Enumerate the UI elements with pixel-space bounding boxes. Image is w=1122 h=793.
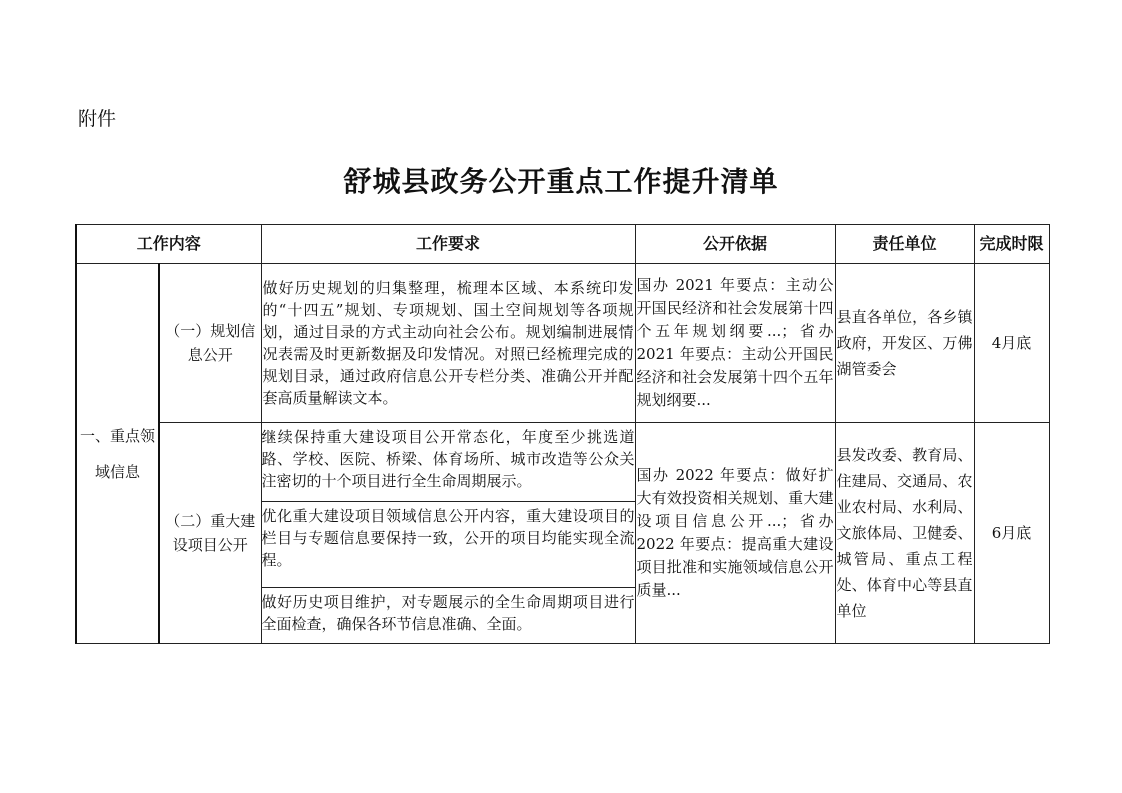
- header-deadline: 完成时限: [974, 225, 1049, 264]
- deadline-cell: 6月底: [974, 423, 1049, 644]
- table-row: [76, 423, 1049, 644]
- deadline-cell: 4月底: [974, 264, 1049, 423]
- attachment-label: 附件: [78, 108, 117, 130]
- header-unit: 责任单位: [835, 225, 974, 264]
- page-title: 舒城县政务公开重点工作提升清单: [343, 165, 779, 198]
- header-requirement: 工作要求: [261, 225, 635, 264]
- work-list-table: [75, 224, 1050, 644]
- subcategory-cell: （二）重大建设项目公开: [159, 423, 261, 644]
- table-row: [76, 264, 1049, 423]
- requirement-item: 做好历史项目维护，对专题展示的全生命周期项目进行全面检查，确保各环节信息准确、全面。: [261, 593, 635, 633]
- requirement-cell: [261, 423, 635, 644]
- basis-cell: 国办 2021 年要点：主动公开国民经济和社会发展第十四个五年规划纲要...；省办 2021 年要点：主动公开国民经济和社会发展第十四个五年规划纲要...: [635, 264, 835, 423]
- requirement-item: 优化重大建设项目领域信息公开内容，重大建设项目的栏目与专题信息要保持一致，公开的项目均能实现全流程。: [262, 502, 635, 588]
- requirement-item: 继续保持重大建设项目公开常态化，年度至少挑选道路、学校、医院、桥梁、体育场所、城市改造等公众关注密切的十个项目进行全生命周期展示。: [262, 423, 635, 502]
- header-basis: 公开依据: [635, 225, 835, 264]
- table-header-row: [76, 225, 1049, 264]
- header-content: 工作内容: [76, 225, 261, 264]
- unit-cell: 县直各单位，各乡镇政府，开发区、万佛湖管委会: [835, 264, 974, 423]
- category-cell: 一、重点领域信息: [76, 264, 159, 644]
- unit-cell: 县发改委、教育局、住建局、交通局、农业农村局、水利局、文旅体局、卫健委、城管局、重点工程处、体育中心等县直单位: [835, 423, 974, 644]
- basis-cell: 国办 2022 年要点：做好扩大有效投资相关规划、重大建设项目信息公开...；省办 2022 年要点：提高重大建设项目批准和实施领域信息公开质量...: [635, 423, 835, 644]
- subcategory-cell: （一）规划信息公开: [159, 264, 261, 423]
- requirement-cell: 做好历史规划的归集整理，梳理本区域、本系统印发的“十四五”规划、专项规划、国土空间规划等各项规划，通过目录的方式主动向社会公布。规划编制进展情况表需及时更新数据及印发情况。对照已经梳理完成的规划目录，通过政府信息公开专栏分类、准确公开并配套高质量解读文本。: [261, 264, 635, 423]
